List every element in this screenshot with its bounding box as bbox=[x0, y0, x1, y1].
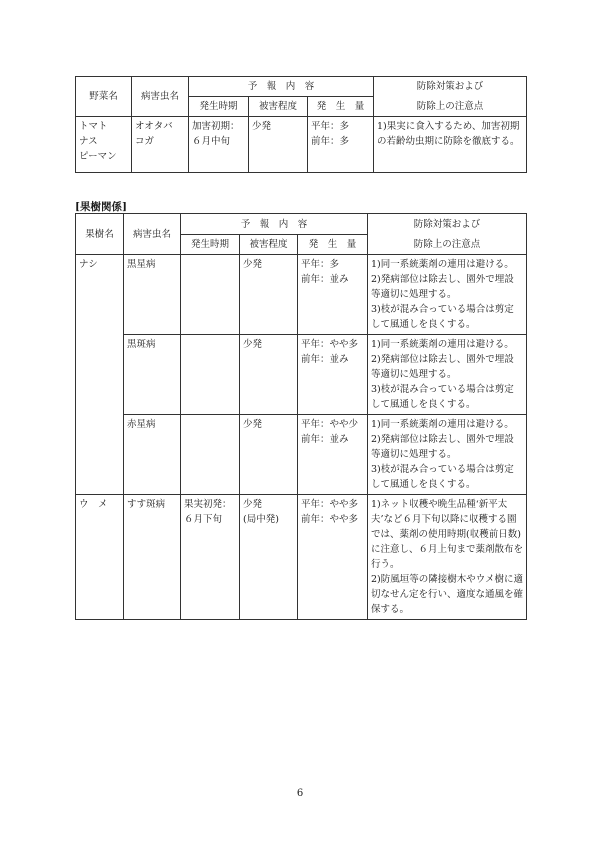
header-pest: 病害虫名 bbox=[124, 214, 181, 255]
occurrence-amount-cell: 平年：やや多 前年：並み bbox=[298, 335, 368, 415]
header-occurrence-time: 発生時期 bbox=[181, 235, 240, 255]
occurrence-time-cell: 加害初期： ６月中旬 bbox=[189, 117, 249, 173]
header-occurrence-time: 発生時期 bbox=[189, 97, 249, 117]
measure-item: 1)果実に食入するため、加害初期の若齢幼虫期に防除を徹底する。 bbox=[377, 121, 520, 147]
crop-cell: ナシ bbox=[76, 255, 124, 495]
vegetable-pest-table bbox=[75, 76, 527, 173]
measure-item: 1)ネット収穫や晩生品種‘新平太夫’など６月下旬以降に収穫する園では、薬剤の使用時期(収穫前日数)に注意し、６月上旬まで薬剤散布を行う。 bbox=[371, 499, 524, 570]
fruit-pest-table bbox=[75, 213, 527, 620]
occurrence-time-cell: 果実初発： ６月下旬 bbox=[181, 495, 240, 620]
crop-cell: ウ メ bbox=[76, 495, 124, 620]
measure-item: 2)発病部位は除去し、園外で埋設等適切に処理する。 bbox=[371, 354, 514, 380]
pest-cell: 赤星病 bbox=[124, 415, 181, 495]
measure-item: 1)同一系統薬剤の連用は避ける。 bbox=[371, 419, 514, 430]
occurrence-amount-cell: 平年：多 前年：多 bbox=[308, 117, 374, 173]
table-row bbox=[76, 415, 527, 495]
measure-item: 2)防風垣等の隣接樹木やウメ樹に適切なせん定を行い、適度な通風を確保する。 bbox=[371, 574, 524, 615]
pest-cell: オオタバ コガ bbox=[132, 117, 189, 173]
occurrence-amount-cell: 平年：多 前年：並み bbox=[298, 255, 368, 335]
section-title-fruit: [果樹関係] bbox=[75, 201, 127, 213]
header-measures-line2: 防除上の注意点 bbox=[374, 97, 527, 117]
measures-cell bbox=[368, 335, 527, 415]
measure-item: 3)枝が混み合っている場合は剪定して風通しを良くする。 bbox=[371, 304, 514, 330]
measure-item: 2)発病部位は除去し、園外で埋設等適切に処理する。 bbox=[371, 274, 514, 300]
header-forecast: 予 報 内 容 bbox=[189, 77, 374, 97]
header-measures-line1: 防除対策および bbox=[374, 77, 527, 97]
header-measures-line1: 防除対策および bbox=[368, 214, 527, 235]
damage-level-cell: 少発 bbox=[240, 415, 298, 495]
header-crop: 果樹名 bbox=[76, 214, 124, 255]
table-row bbox=[76, 335, 527, 415]
header-pest: 病害虫名 bbox=[132, 77, 189, 117]
measures-cell bbox=[368, 415, 527, 495]
header-forecast: 予 報 内 容 bbox=[181, 214, 368, 235]
measures-cell bbox=[368, 495, 527, 620]
crop-cell: トマト ナス ピーマン bbox=[76, 117, 132, 173]
pest-cell: 黒星病 bbox=[124, 255, 181, 335]
measure-item: 2)発病部位は除去し、園外で埋設等適切に処理する。 bbox=[371, 434, 514, 460]
occurrence-amount-cell: 平年：やや多 前年：やや多 bbox=[298, 495, 368, 620]
occurrence-time-cell bbox=[181, 415, 240, 495]
table-row bbox=[76, 255, 527, 335]
page-number: 6 bbox=[296, 788, 304, 799]
occurrence-amount-cell: 平年：やや少 前年：並み bbox=[298, 415, 368, 495]
measures-cell bbox=[368, 255, 527, 335]
pest-cell: 黒斑病 bbox=[124, 335, 181, 415]
occurrence-time-cell bbox=[181, 335, 240, 415]
header-measures-line2: 防除上の注意点 bbox=[368, 235, 527, 255]
table-row bbox=[76, 495, 527, 620]
measure-item: 1)同一系統薬剤の連用は避ける。 bbox=[371, 259, 514, 270]
header-occurrence-amount: 発 生 量 bbox=[308, 97, 374, 117]
header-occurrence-amount: 発 生 量 bbox=[298, 235, 368, 255]
damage-level-cell: 少発 bbox=[240, 255, 298, 335]
measure-item: 1)同一系統薬剤の連用は避ける。 bbox=[371, 339, 514, 350]
occurrence-time-cell bbox=[181, 255, 240, 335]
damage-level-cell: 少発 bbox=[240, 335, 298, 415]
header-damage-level: 被害程度 bbox=[240, 235, 298, 255]
damage-level-cell: 少発 (局中発) bbox=[240, 495, 298, 620]
measure-item: 3)枝が混み合っている場合は剪定して風通しを良くする。 bbox=[371, 464, 514, 490]
header-damage-level: 被害程度 bbox=[249, 97, 308, 117]
measures-cell bbox=[374, 117, 527, 173]
measure-item: 3)枝が混み合っている場合は剪定して風通しを良くする。 bbox=[371, 384, 514, 410]
table-row bbox=[76, 117, 527, 173]
damage-level-cell: 少発 bbox=[249, 117, 308, 173]
header-crop: 野菜名 bbox=[76, 77, 132, 117]
pest-cell: すす斑病 bbox=[124, 495, 181, 620]
